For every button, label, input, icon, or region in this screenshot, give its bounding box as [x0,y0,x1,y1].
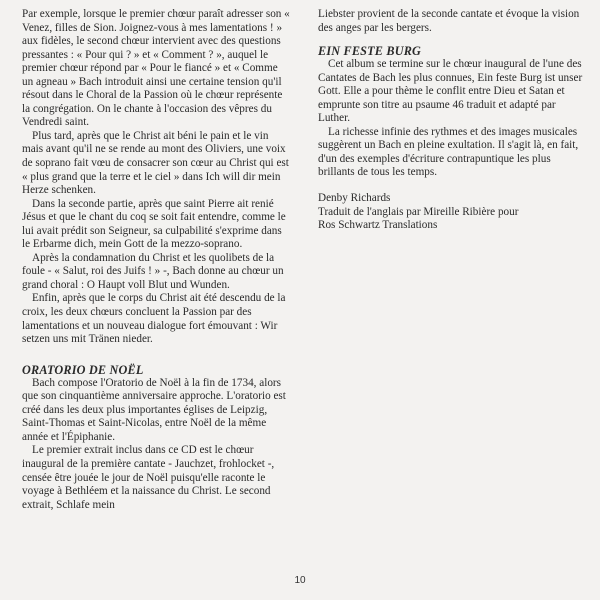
credits-translation-line2: Ros Schwartz Translations [318,219,438,232]
paragraph-oratorio-intro: Bach compose l'Oratorio de Noël à la fin de 1734, alors que son cinquantième anniversaire approche. L'oratorio est créé dans les deux plus importantes églises de Leipzig, Saint-Thomas et Saint-Nicolas, entre Noël de la même année et l'Épiphanie. [22,376,286,443]
paragraph-condemnation: Après la condamnation du Christ et les quolibets de la foule - « Salut, roi des Juifs ! » -, Bach donne au chœur un grand choral : O Haupt voll Blut und Wunden. [22,251,284,291]
paragraph-second-part: Dans la seconde partie, après que saint Pierre ait renié Jésus et que le chant du coq se soit fait entendre, comme le lui avait prédit son Seigneur, sa culpabilité s'exprime dans le Erbarme dich, mein Gott de la mezzo-soprano. [22,197,286,251]
credits-translation-line1: Traduit de l'anglais par Mireille Ribière pour [318,205,519,218]
page-number: 10 [294,575,306,586]
paragraph-conclusion: Enfin, après que le corps du Christ ait été descendu de la croix, les deux chœurs concluent la Passion par des lamentations et un nouveau dialogue fort émouvant : Wir setzen uns mit Tränen nieder. [22,292,286,346]
paragraph-continuation: Liebster provient de la seconde cantate et évoque la vision des anges par les bergers. [318,8,580,34]
credits-block [318,192,588,233]
paragraph-soprano-aria: Plus tard, après que le Christ ait béni le pain et le vin mais avant qu'il ne se rende au mont des Oliviers, une voix de soprano fait vœu de consacrer son cœur au Christ qui est « plus grand que la terre et le ciel » dans Ich will dir mein Herze schenken. [22,129,289,197]
credits-author: Denby Richards [318,192,391,205]
right-column [318,8,588,233]
paragraph-ein-feste-burg-richness: La richesse infinie des rythmes et des images musicales suggèrent un Bach en pleine exultation. Il s'agit là, en fait, d'un des exemples d'écriture contrapuntique les plus brillants de tous les temps. [318,125,579,179]
heading-oratorio-de-noel: ORATORIO DE NOËL [22,362,144,377]
paragraph-passion-dialogue: Par exemple, lorsque le premier chœur paraît adresser son « Venez, filles de Sion. Joignez-vous à mes lamentations ! » aux fidèles, le second chœur intervient avec des questions pressantes : « Pour qui ? » et « Comment ? », auquel le premier chœur répond par « Pour le fiancé » et « Comme un agneau » Bach introduit ainsi une certaine tension qu'il résout dans le Choral de la Passion où le chœur représente la congrégation. On le chante à l'occasion des vêpres du Vendredi saint. [22,8,290,129]
heading-ein-feste-burg: EIN FESTE BURG [318,44,422,59]
paragraph-oratorio-extracts: Le premier extrait inclus dans ce CD est le chœur inaugural de la première cantate - Jauchzet, frohlocket -, censée être jouée le jour de Noël puisqu'elle raconte le voyage à Bethléem et la naissance du Christ. Le second extrait, Schlafe mein [22,444,275,511]
left-column [22,8,290,512]
paragraph-ein-feste-burg-intro: Cet album se termine sur le chœur inaugural de l'une des Cantates de Bach les plus connues, Ein feste Burg ist unser Gott. Elle a pour thème le conflit entre Dieu et Satan et emprunte son titre au psaume 46 traduit et adapté par Luther. [318,58,583,125]
